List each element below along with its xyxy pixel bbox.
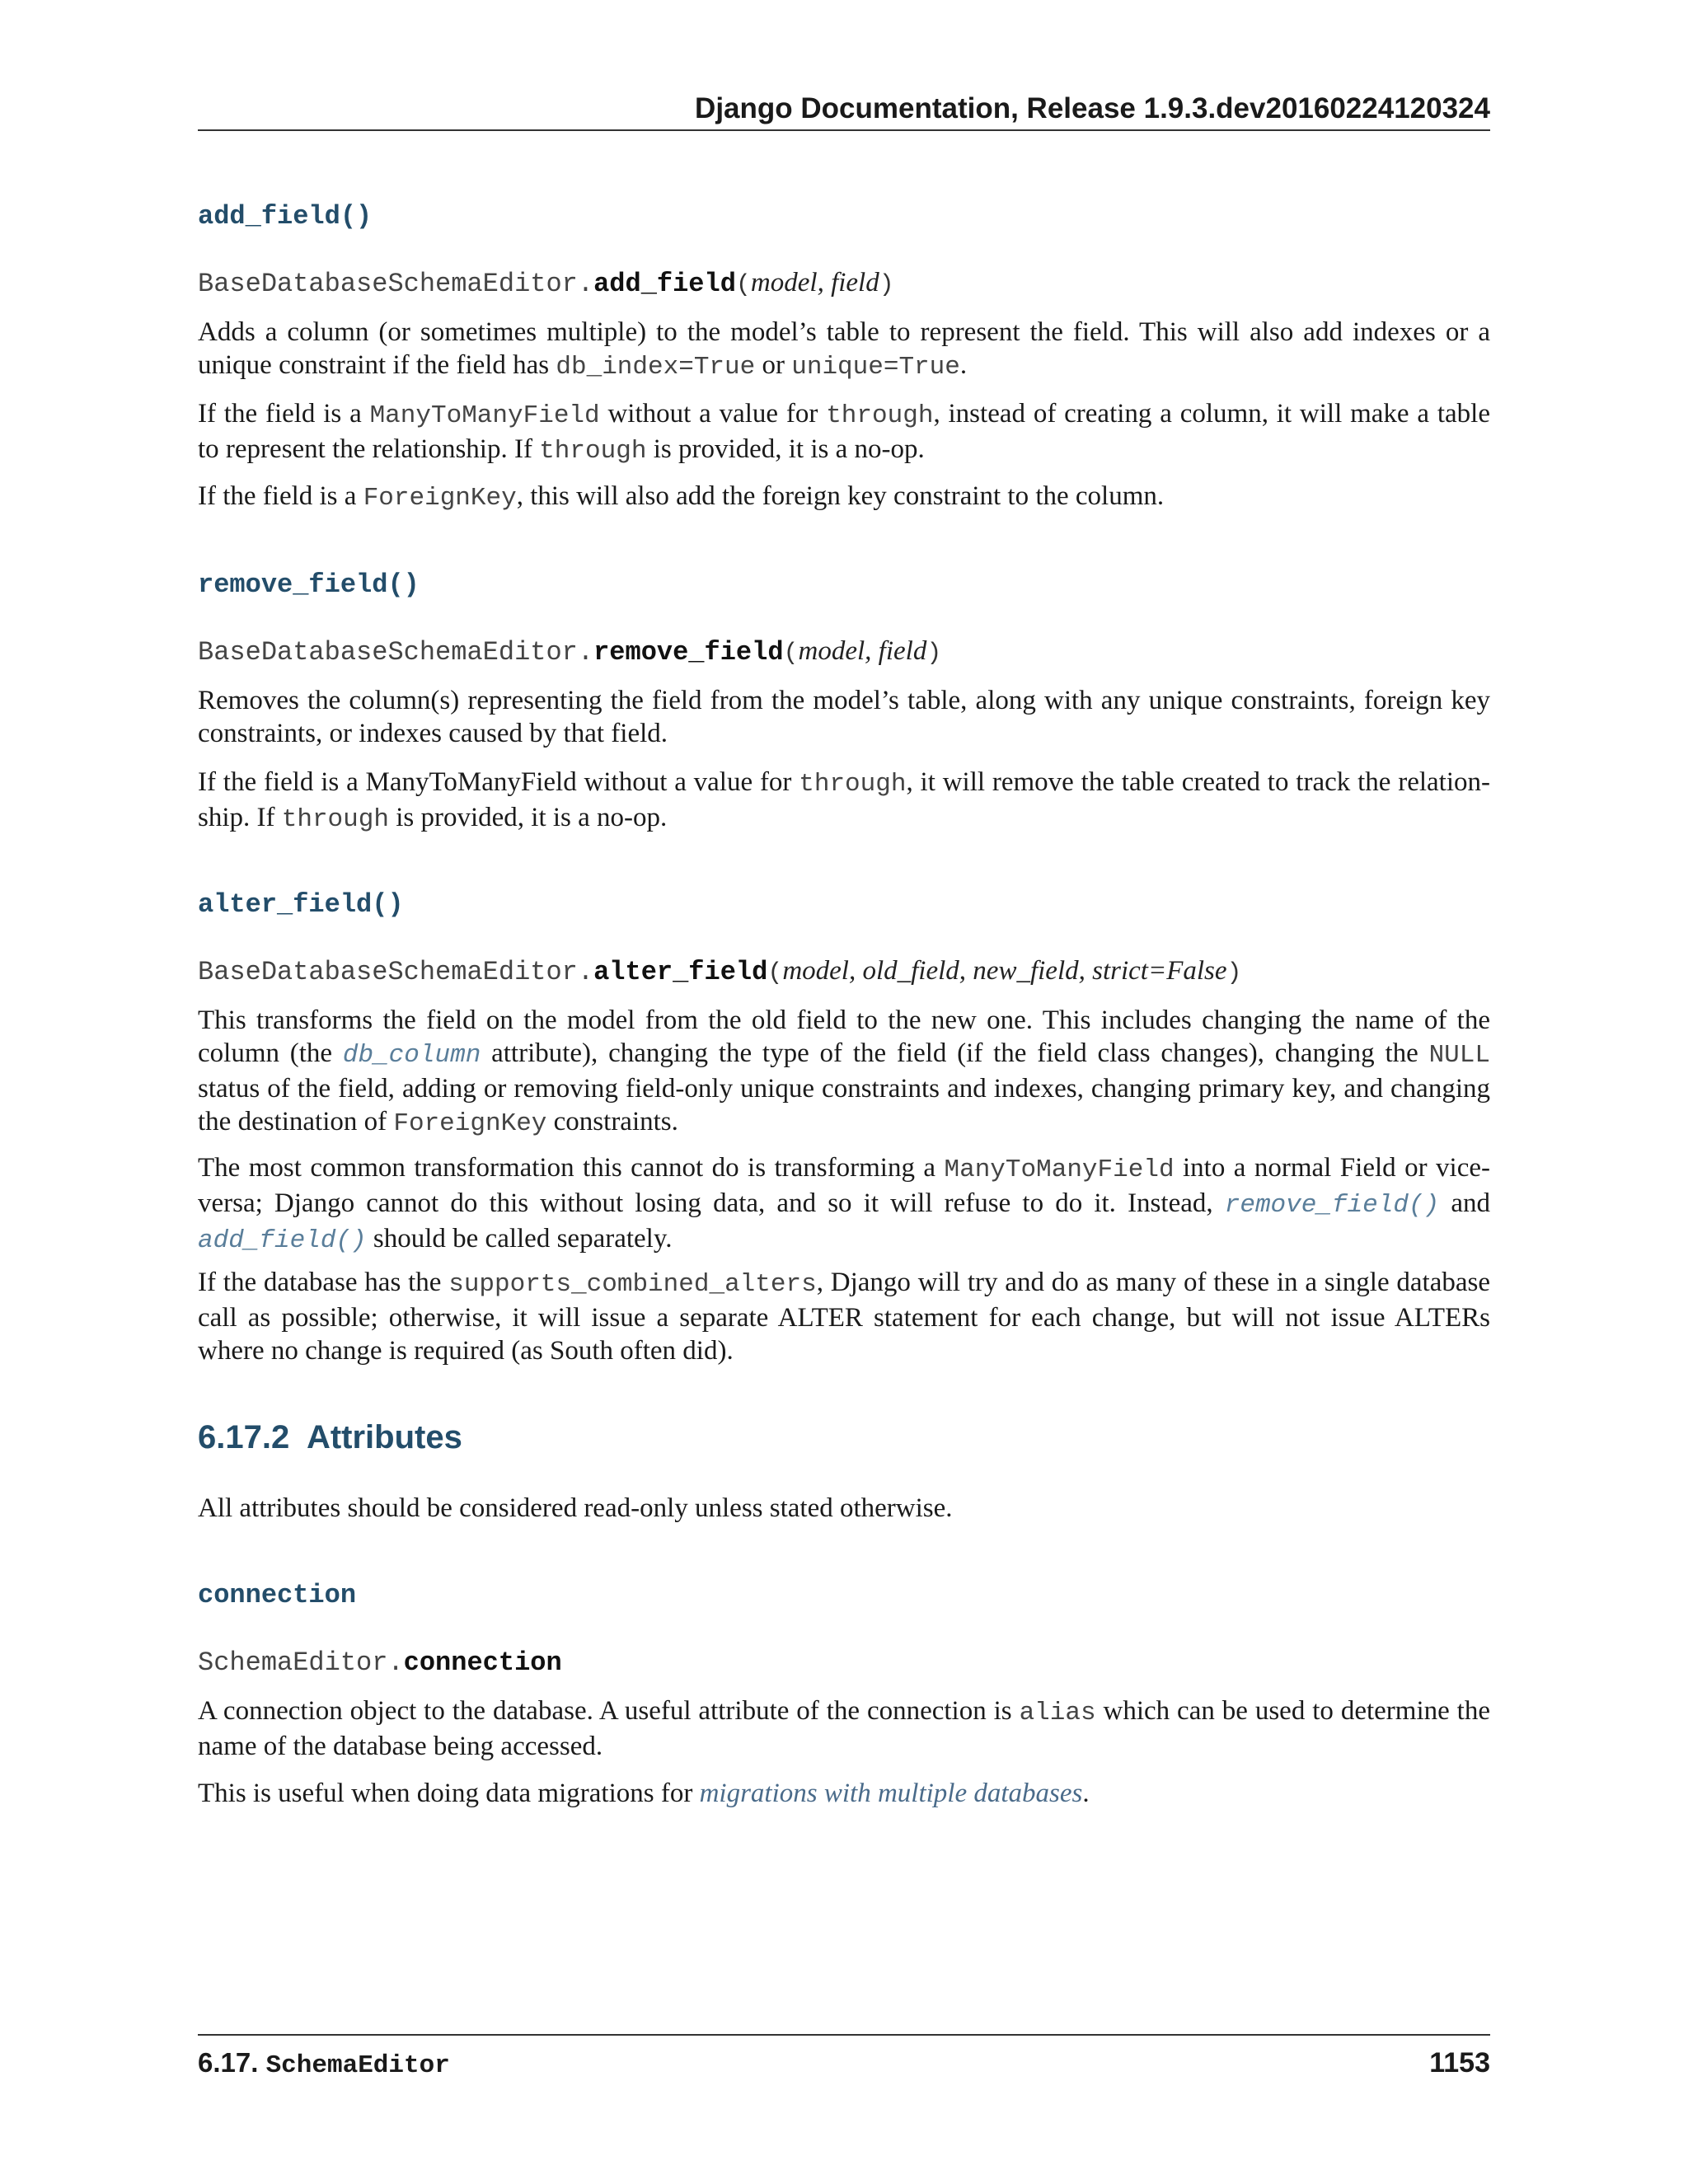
alter-field-paragraph-3: If the database has the supports_combined_alters, Django will try and do as many of these in a single database call as possible; otherwise, it will issue a separate ALTER statement for each change, but will not issue ALTERs where no change is required (as South often did). <box>198 1268 1490 1366</box>
sig-params: model, old_field, new_field, strict=False <box>782 956 1227 986</box>
inline-code: through <box>539 437 647 466</box>
footer-section-name: SchemaEditor <box>265 2051 450 2080</box>
sig-function: add_field <box>593 269 736 299</box>
signature-alter-field: BaseDatabaseSchemaEditor.alter_field(model, old_field, new_field, strict=False) <box>198 956 1242 987</box>
footer-section <box>198 2047 450 2080</box>
remove-field-paragraph-1: Removes the column(s) representing the field from the model’s table, along with any unique constraints, foreign key constraints, or indexes caused by that field. <box>198 686 1490 748</box>
heading-add-field: add_field() <box>198 201 373 232</box>
inline-code: ManyToManyField <box>944 1155 1175 1184</box>
inline-code: ManyToManyField <box>369 401 600 430</box>
heading-remove-field: remove_field() <box>198 569 420 600</box>
inline-code: through <box>826 401 934 430</box>
sig-class: BaseDatabaseSchemaEditor. <box>198 957 594 987</box>
db-column-link[interactable]: db_column <box>342 1041 481 1070</box>
add-field-paragraph-2: If the field is a ManyToManyField without a value for through, instead of creating a column, it will make a table to represent the relationship. If through is provided, it is a no-op. <box>198 399 1490 466</box>
footer-rule <box>198 2034 1490 2036</box>
alter-field-paragraph-1: This transforms the field on the model from the old field to the new one. This includes changing the name of the column (the db_column attribute), changing the type of the field (if the field class changes), changing the NULL status of the field, adding or removing field-only unique constraints and indexes, changing primary key, and changing the destination of ForeignKey constraints. <box>198 1005 1490 1138</box>
sig-class: SchemaEditor. <box>198 1647 404 1678</box>
sig-function: remove_field <box>593 637 784 668</box>
alter-field-paragraph-2: The most common transformation this cannot do is transforming a ManyToManyField into a normal Field or vice-versa; Django cannot do this without losing data, and so it will refuse to do it. Instead, remove_field() and add_field() should be called separately. <box>198 1153 1490 1255</box>
sig-class: BaseDatabaseSchemaEditor. <box>198 637 594 668</box>
header-rule <box>198 129 1490 131</box>
section-heading-attributes: 6.17.2 Attributes <box>198 1419 462 1455</box>
add-field-paragraph-3: If the field is a ForeignKey, this will also add the foreign key constraint to the column. <box>198 481 1165 513</box>
add-field-paragraph-1: Adds a column (or sometimes multiple) to the model’s table to represent the field. This will also add indexes or a unique constraint if the field has db_index=True or unique=True. <box>198 317 1490 382</box>
inline-code: alias <box>1019 1699 1096 1727</box>
inline-code: db_index=True <box>556 353 756 382</box>
attributes-intro: All attributes should be considered read-only unless stated otherwise. <box>198 1493 953 1523</box>
multiple-databases-link[interactable]: migrations with multiple databases <box>699 1779 1083 1808</box>
heading-alter-field: alter_field() <box>198 889 404 920</box>
remove-field-paragraph-2: If the field is a ManyToManyField without a value for through, it will remove the table created to track the relation-ship. If through is provided, it is a no-op. <box>198 767 1490 834</box>
sig-params: model, field <box>750 268 879 298</box>
sig-function: alter_field <box>593 957 768 987</box>
sig-class: BaseDatabaseSchemaEditor. <box>198 269 594 299</box>
sig-attribute: connection <box>403 1647 562 1678</box>
footer-section-number: 6.17. <box>198 2047 259 2078</box>
connection-paragraph-2: This is useful when doing data migrations for migrations with multiple databases. <box>198 1779 1090 1808</box>
inline-code: through <box>281 805 389 834</box>
sig-params: model, field <box>798 636 927 666</box>
inline-code: ForeignKey <box>393 1109 547 1138</box>
signature-add-field: BaseDatabaseSchemaEditor.add_field(model, field) <box>198 268 894 299</box>
inline-code: supports_combined_alters <box>448 1270 817 1299</box>
inline-code: NULL <box>1428 1041 1490 1070</box>
connection-paragraph-1: A connection object to the database. A useful attribute of the connection is alias which can be used to determine the name of the database being accessed. <box>198 1696 1490 1761</box>
signature-connection <box>198 1647 562 1678</box>
inline-code: unique=True <box>791 353 960 382</box>
signature-remove-field: BaseDatabaseSchemaEditor.remove_field(model, field) <box>198 636 942 668</box>
add-field-link[interactable]: add_field() <box>198 1226 367 1255</box>
inline-code: through <box>799 770 907 799</box>
inline-code: ForeignKey <box>363 484 517 513</box>
running-header: Django Documentation, Release 1.9.3.dev20160224120324 <box>695 92 1490 124</box>
page-number: 1153 <box>1429 2047 1490 2079</box>
heading-connection: connection <box>198 1580 357 1610</box>
remove-field-link[interactable]: remove_field() <box>1224 1191 1440 1220</box>
